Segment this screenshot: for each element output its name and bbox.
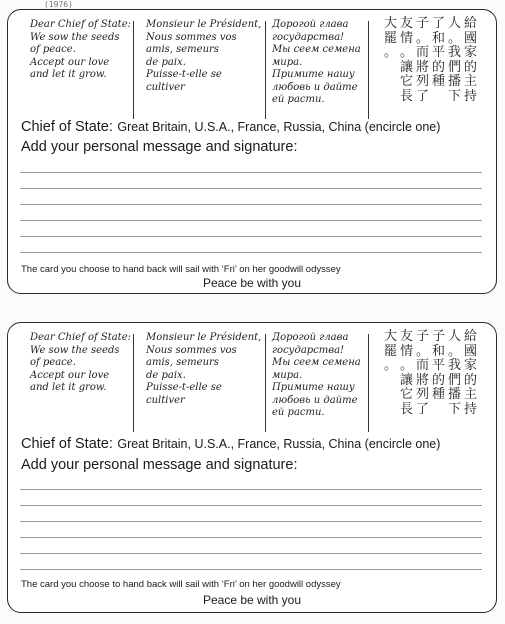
message-writing-line[interactable] — [20, 252, 482, 253]
greeting-line: Puisse-t-elle se — [146, 382, 222, 393]
greeting-line: мира. — [272, 369, 303, 381]
column-divider — [368, 334, 369, 432]
peace-card — [7, 322, 497, 613]
message-writing-line[interactable] — [20, 553, 482, 554]
greeting-line: Accept our love — [30, 369, 110, 381]
greeting-line: Примите нашу — [272, 382, 355, 393]
greeting-line: Puisse-t-elle se — [146, 69, 222, 80]
greeting-panel — [8, 328, 496, 428]
greeting-line: Дорогой глава — [272, 19, 349, 30]
message-writing-line[interactable] — [20, 188, 482, 189]
greeting-line: государства! — [272, 344, 345, 356]
greeting-line: любовь и дайте — [272, 394, 358, 406]
greeting-english — [30, 332, 130, 395]
greeting-line: and let it grow. — [30, 382, 107, 393]
peace-closing: Peace be with you — [202, 593, 302, 607]
greeting-line: We sow the seeds — [30, 31, 120, 43]
greeting-line: cultiver — [146, 81, 185, 93]
column-divider — [133, 334, 134, 432]
greeting-line: государства! — [272, 31, 345, 43]
footer-note: The card you choose to hand back will sail with ‘Fri’ on her goodwill odyssey — [21, 579, 341, 590]
greeting-line: ей расти. — [272, 407, 325, 418]
country-options[interactable]: Great Britain, U.S.A., France, Russia, China (encircle one) — [117, 437, 441, 451]
message-writing-line[interactable] — [20, 172, 482, 173]
greeting-chinese — [380, 17, 480, 117]
chinese-column: 大 罷 。 — [383, 16, 397, 60]
message-writing-line[interactable] — [20, 537, 482, 538]
chief-of-state-label: Chief of State: — [21, 119, 113, 135]
column-divider — [265, 334, 266, 432]
greeting-line: amis, semeurs — [146, 357, 219, 368]
greeting-line: Monsieur le Président, — [146, 332, 262, 343]
chinese-column: 了 和 平 的 種 — [431, 16, 445, 89]
column-divider — [133, 21, 134, 119]
greeting-line: de paix. — [146, 369, 186, 381]
chinese-column: 子 。 而 將 列 了 — [415, 16, 429, 104]
column-divider — [265, 21, 266, 119]
greeting-line: Monsieur le Président, — [146, 19, 262, 30]
country-options[interactable]: Great Britain, U.S.A., France, Russia, China (encircle one) — [117, 120, 441, 134]
message-writing-line[interactable] — [20, 204, 482, 205]
chief-of-state-line — [21, 118, 440, 136]
greeting-line: of peace. — [30, 357, 76, 368]
greeting-line: of peace. — [30, 44, 76, 55]
peace-card — [7, 9, 497, 294]
greeting-line: ей расти. — [272, 94, 325, 105]
greeting-line: любовь и дайте — [272, 81, 358, 93]
greeting-line: and let it grow. — [30, 69, 107, 80]
message-writing-line[interactable] — [20, 236, 482, 237]
greeting-line: amis, semeurs — [146, 44, 219, 55]
chinese-column: 子 。 而 將 列 了 — [415, 329, 429, 417]
message-label: Add your personal message and signature: — [21, 457, 298, 473]
greeting-chinese — [380, 330, 480, 430]
greeting-line: Nous sommes vos — [146, 31, 237, 43]
chinese-column: 給 國 家 的 主 持 — [463, 16, 477, 104]
greeting-line: Мы сеем семена — [272, 44, 361, 55]
greeting-line: Nous sommes vos — [146, 344, 237, 356]
greeting-line: cultiver — [146, 394, 185, 406]
greeting-line: de paix. — [146, 56, 186, 68]
message-writing-line[interactable] — [20, 569, 482, 570]
footer-note: The card you choose to hand back will sail with ‘Fri’ on her goodwill odyssey — [21, 264, 341, 275]
peace-closing: Peace be with you — [202, 276, 302, 290]
chinese-column: 大 罷 。 — [383, 329, 397, 373]
chinese-column: 友 情 。 讓 它 長 — [399, 329, 413, 417]
chinese-column: 人 。 我 們 播 下 — [447, 329, 461, 417]
greeting-russian — [272, 332, 367, 420]
greeting-line: Dear Chief of State: — [30, 332, 131, 343]
greeting-line: Dear Chief of State: — [30, 19, 131, 30]
chinese-column: 給 國 家 的 主 持 — [463, 329, 477, 417]
greeting-line: Примите нашу — [272, 69, 355, 80]
greeting-line: Дорогой глава — [272, 332, 349, 343]
greeting-line: Мы сеем семена — [272, 357, 361, 368]
chief-of-state-label: Chief of State: — [21, 436, 113, 452]
chief-of-state-line — [21, 435, 440, 453]
greeting-russian — [272, 19, 367, 107]
greeting-line: мира. — [272, 56, 303, 68]
message-label: Add your personal message and signature: — [21, 139, 298, 155]
message-writing-line[interactable] — [20, 521, 482, 522]
greeting-french — [146, 19, 261, 94]
chinese-column: 人 。 我 們 播 下 — [447, 16, 461, 104]
message-writing-line[interactable] — [20, 505, 482, 506]
message-writing-line[interactable] — [20, 489, 482, 490]
greeting-line: Accept our love — [30, 56, 110, 68]
greeting-english — [30, 19, 130, 82]
chinese-column: 友 情 。 讓 它 長 — [399, 16, 413, 104]
greeting-panel — [8, 15, 496, 115]
greeting-line: We sow the seeds — [30, 344, 120, 356]
message-writing-line[interactable] — [20, 220, 482, 221]
chinese-column: 子 和 平 的 種 — [431, 329, 445, 402]
column-divider — [368, 21, 369, 119]
handwritten-year-mark: (1976) — [44, 0, 73, 9]
greeting-french — [146, 332, 261, 407]
